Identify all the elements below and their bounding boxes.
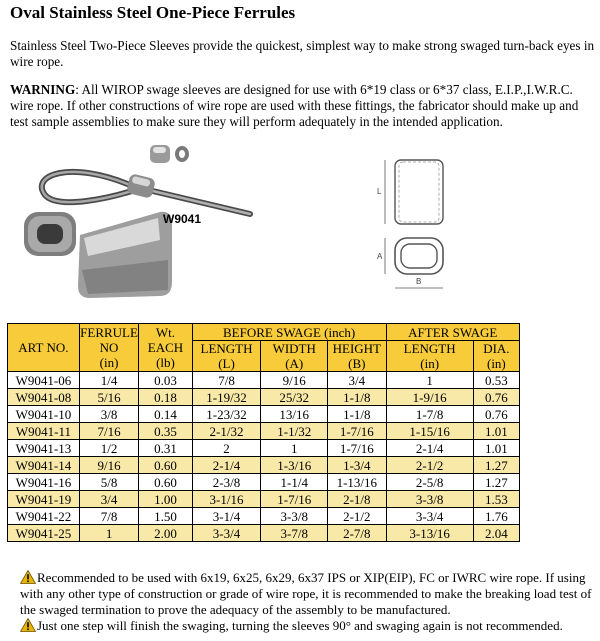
- table-cell: 3/8: [79, 406, 139, 423]
- technical-drawing: [375, 150, 465, 300]
- table-cell: 0.35: [139, 423, 192, 440]
- table-cell: 1-7/16: [261, 491, 328, 508]
- table-cell: 2-1/2: [386, 457, 473, 474]
- table-cell: W9041-13: [8, 440, 80, 457]
- col-art-no: ART NO.: [8, 324, 80, 372]
- small-ferrule: [150, 145, 189, 163]
- table-cell: 9/16: [79, 457, 139, 474]
- table-cell: 1/4: [79, 372, 139, 389]
- table-cell: 1.27: [473, 457, 519, 474]
- table-cell: 1.01: [473, 440, 519, 457]
- table-cell: 9/16: [261, 372, 328, 389]
- warning-icon: [20, 570, 36, 584]
- table-cell: 3-1/16: [192, 491, 261, 508]
- table-cell: 1.76: [473, 508, 519, 525]
- notes: [20, 570, 595, 634]
- table-cell: 3-13/16: [386, 525, 473, 542]
- table-cell: 2.00: [139, 525, 192, 542]
- col-width-a: WIDTH (A): [261, 341, 328, 372]
- swaged-ferrule: [126, 173, 156, 199]
- table-cell: W9041-10: [8, 406, 80, 423]
- table-cell: W9041-22: [8, 508, 80, 525]
- table-cell: 3-3/4: [386, 508, 473, 525]
- note-item: Recommended to be used with 6x19, 6x25, 6x29, 6x37 IPS or XIP(EIP), FC or IWRC wire rope. If using with any other type of construction or grade of wire rope, it is recommended to make the breaking load test of the swaged termination to prove the adequacy of the assembly to be manufactured.: [20, 570, 592, 617]
- table-cell: 3/4: [79, 491, 139, 508]
- table-cell: 0.76: [473, 389, 519, 406]
- table-cell: W9041-16: [8, 474, 80, 491]
- intro-paragraph: Stainless Steel Two-Piece Sleeves provide the quickest, simplest way to make strong swaged turn-back eyes in wire rope.: [10, 38, 595, 69]
- table-cell: 2.04: [473, 525, 519, 542]
- table-cell: 1-1/4: [261, 474, 328, 491]
- table-cell: 3-1/4: [192, 508, 261, 525]
- table-cell: 1-1/8: [328, 406, 386, 423]
- table-cell: 1.00: [139, 491, 192, 508]
- table-cell: W9041-19: [8, 491, 80, 508]
- table-cell: 1-1/8: [328, 389, 386, 406]
- warning-text: : All WIROP swage sleeves are designed for use with 6*19 class or 6*37 class, E.I.P.,I.W.R.C. wire rope. If other constructions of wire rope are used with these fittings, the fabricator should make up and test sample assemblies to make sure they will perform adequately in the intended application.: [10, 82, 579, 129]
- table-cell: 0.18: [139, 389, 192, 406]
- table-cell: 0.03: [139, 372, 192, 389]
- table-cell: 3-3/8: [386, 491, 473, 508]
- table-cell: 0.31: [139, 440, 192, 457]
- table-cell: 1.01: [473, 423, 519, 440]
- large-ferrule-side: [78, 212, 172, 298]
- table-cell: 1-23/32: [192, 406, 261, 423]
- table-row: [8, 474, 520, 491]
- table-cell: W9041-11: [8, 423, 80, 440]
- table-cell: 0.53: [473, 372, 519, 389]
- table-cell: 25/32: [261, 389, 328, 406]
- table-cell: W9041-08: [8, 389, 80, 406]
- table-cell: 1-15/16: [386, 423, 473, 440]
- table-cell: 2-5/8: [386, 474, 473, 491]
- table-cell: 1: [261, 440, 328, 457]
- table-cell: 1: [386, 372, 473, 389]
- table-cell: 3-7/8: [261, 525, 328, 542]
- table-cell: 2-3/8: [192, 474, 261, 491]
- large-ferrule-end: [24, 212, 76, 256]
- page-title: Oval Stainless Steel One-Piece Ferrules: [10, 3, 296, 22]
- table-cell: 0.60: [139, 457, 192, 474]
- dim-label-a: A: [377, 252, 383, 261]
- dim-label-b: B: [416, 277, 422, 286]
- side-view-outline: [395, 160, 443, 224]
- table-row: [8, 423, 520, 440]
- col-length-l: LENGTH (L): [192, 341, 261, 372]
- warning-paragraph: [10, 82, 595, 130]
- table-cell: 7/8: [192, 372, 261, 389]
- table-cell: 1-9/16: [386, 389, 473, 406]
- table-cell: 1-3/16: [261, 457, 328, 474]
- col-length-in: LENGTH (in): [386, 341, 473, 372]
- table-cell: 13/16: [261, 406, 328, 423]
- table-cell: 2-1/2: [328, 508, 386, 525]
- table-row: [8, 508, 520, 525]
- table-cell: 1-1/32: [261, 423, 328, 440]
- table-cell: W9041-14: [8, 457, 80, 474]
- table-cell: 1.50: [139, 508, 192, 525]
- table-cell: 0.60: [139, 474, 192, 491]
- col-height-b: HEIGHT (B): [328, 341, 386, 372]
- table-cell: W9041-25: [8, 525, 80, 542]
- dim-label-l: L: [377, 187, 382, 196]
- table-cell: 2-1/8: [328, 491, 386, 508]
- table-cell: 2-1/4: [192, 457, 261, 474]
- col-ferrule-no: FERRULE NO (in): [80, 325, 138, 370]
- table-body: [8, 372, 520, 542]
- product-label: W9041: [163, 212, 202, 226]
- table-cell: 1-7/16: [328, 423, 386, 440]
- col-wt-each: Wt. EACH (lb): [139, 324, 192, 372]
- warning-icon: [20, 618, 36, 632]
- table-cell: 2-1/4: [386, 440, 473, 457]
- table-cell: 5/8: [79, 474, 139, 491]
- group-after-swage: AFTER SWAGE: [386, 324, 519, 341]
- table-cell: 1-7/8: [386, 406, 473, 423]
- table-cell: 1-7/16: [328, 440, 386, 457]
- table-cell: 1.53: [473, 491, 519, 508]
- table-row: [8, 491, 520, 508]
- table-cell: 5/16: [79, 389, 139, 406]
- table-cell: 2-1/32: [192, 423, 261, 440]
- specification-table: [7, 323, 520, 542]
- table-cell: 1-3/4: [328, 457, 386, 474]
- table-cell: 3/4: [328, 372, 386, 389]
- table-cell: 3-3/8: [261, 508, 328, 525]
- table-row: [8, 406, 520, 423]
- table-cell: 0.76: [473, 406, 519, 423]
- product-photo: [10, 140, 255, 310]
- table-cell: W9041-06: [8, 372, 80, 389]
- col-dia: DIA. (in): [473, 341, 519, 372]
- table-row: [8, 440, 520, 457]
- table-cell: 1-13/16: [328, 474, 386, 491]
- table-cell: 2-7/8: [328, 525, 386, 542]
- table-cell: 1.27: [473, 474, 519, 491]
- table-cell: 0.14: [139, 406, 192, 423]
- table-cell: 1: [79, 525, 139, 542]
- table-row: [8, 457, 520, 474]
- table-cell: 1-19/32: [192, 389, 261, 406]
- warning-label: WARNING: [10, 82, 76, 97]
- group-before-swage: BEFORE SWAGE (inch): [192, 324, 386, 341]
- table-row: [8, 389, 520, 406]
- table-cell: 2: [192, 440, 261, 457]
- table-cell: 7/8: [79, 508, 139, 525]
- table-cell: 7/16: [79, 423, 139, 440]
- table-row: [8, 525, 520, 542]
- table-cell: 3-3/4: [192, 525, 261, 542]
- table-row: [8, 372, 520, 389]
- note-item: Just one step will finish the swaging, turning the sleeves 90° and swaging again is not recommended.: [20, 618, 595, 634]
- table-cell: 1/2: [79, 440, 139, 457]
